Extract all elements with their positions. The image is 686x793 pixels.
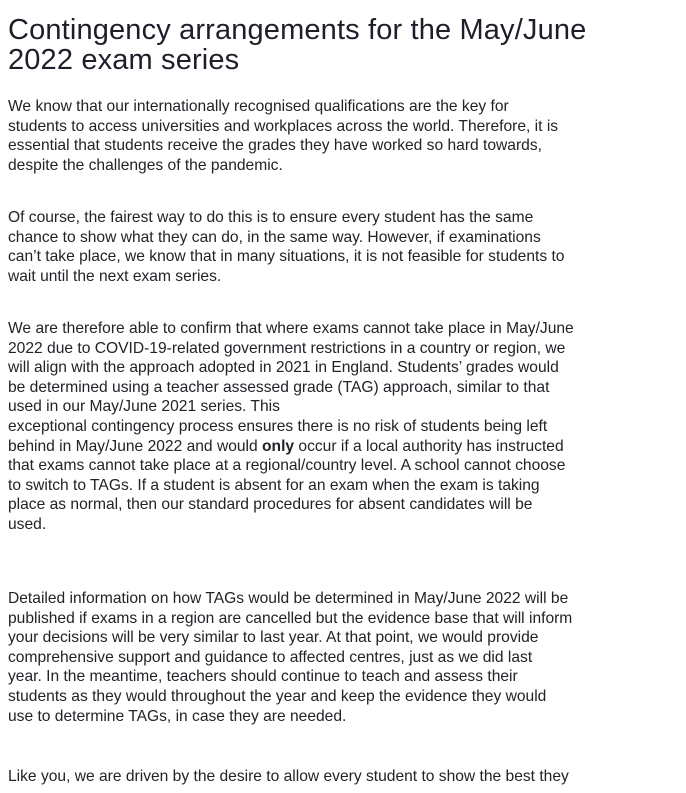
paragraph-line: We are therefore able to confirm that where exams cannot take place in May/June: [8, 320, 574, 337]
paragraph-tag-details: [8, 589, 680, 726]
paragraph-line: wait until the next exam series.: [8, 267, 222, 285]
paragraph-line: published if exams in a region are cancelled but the evidence base that will inform: [8, 609, 573, 627]
paragraph-line: students as they would throughout the year and keep the evidence they would: [8, 687, 547, 705]
paragraph-line: used in our May/June 2021 series. This: [8, 398, 280, 416]
paragraph-line-with-emphasis: [8, 437, 680, 457]
paragraph-line: will align with the approach adopted in 2021 in England. Students’ grades would: [8, 359, 559, 377]
title-line: 2022 exam series: [8, 44, 240, 76]
paragraph-line: that exams cannot take place at a regional/country level. A school cannot choose: [8, 457, 566, 475]
page-title: [8, 15, 678, 75]
paragraph-line: 2022 due to COVID-19-related government restrictions in a country or region, we: [8, 339, 566, 357]
paragraph-line: used.: [8, 515, 47, 533]
paragraph-line: exceptional contingency process ensures there is no risk of students being left: [8, 417, 548, 435]
paragraph-line: your decisions will be very similar to last year. At that point, we would provide: [8, 629, 539, 647]
paragraph-line: use to determine TAGs, in case they are needed.: [8, 707, 347, 725]
paragraph-line: be determined using a teacher assessed grade (TAG) approach, similar to that: [8, 378, 550, 396]
paragraph-line: place as normal, then our standard procedures for absent candidates will be: [8, 496, 533, 514]
text-segment: occur if a local authority has instructed: [294, 437, 564, 455]
paragraph-contingency: [8, 319, 680, 535]
paragraph-line: year. In the meantime, teachers should continue to teach and assess their: [8, 668, 518, 686]
paragraph-line: Of course, the fairest way to do this is to ensure every student has the same: [8, 209, 534, 226]
paragraph-line: Like you, we are driven by the desire to allow every student to show the best they: [8, 768, 569, 785]
paragraph-closing: [8, 767, 680, 787]
paragraph-line: chance to show what they can do, in the same way. However, if examinations: [8, 228, 541, 246]
title-line: Contingency arrangements for the May/June: [8, 14, 587, 46]
paragraph-line: We know that our internationally recognised qualifications are the key for: [8, 98, 509, 115]
paragraph-line: comprehensive support and guidance to affected centres, just as we did last: [8, 648, 533, 666]
paragraph-line: despite the challenges of the pandemic.: [8, 156, 283, 174]
paragraph-line: can’t take place, we know that in many situations, it is not feasible for students to: [8, 248, 565, 266]
emphasis-only: only: [262, 437, 295, 455]
paragraph-line: Detailed information on how TAGs would be determined in May/June 2022 will be: [8, 590, 569, 607]
paragraph-line: essential that students receive the grades they have worked so hard towards,: [8, 137, 542, 155]
paragraph-line: to switch to TAGs. If a student is absent for an exam when the exam is taking: [8, 476, 540, 494]
paragraph-line: students to access universities and workplaces across the world. Therefore, it is: [8, 117, 559, 135]
paragraph-fairness: [8, 208, 680, 286]
paragraph-importance: [8, 97, 680, 175]
text-segment: behind in May/June 2022 and would: [8, 437, 263, 455]
